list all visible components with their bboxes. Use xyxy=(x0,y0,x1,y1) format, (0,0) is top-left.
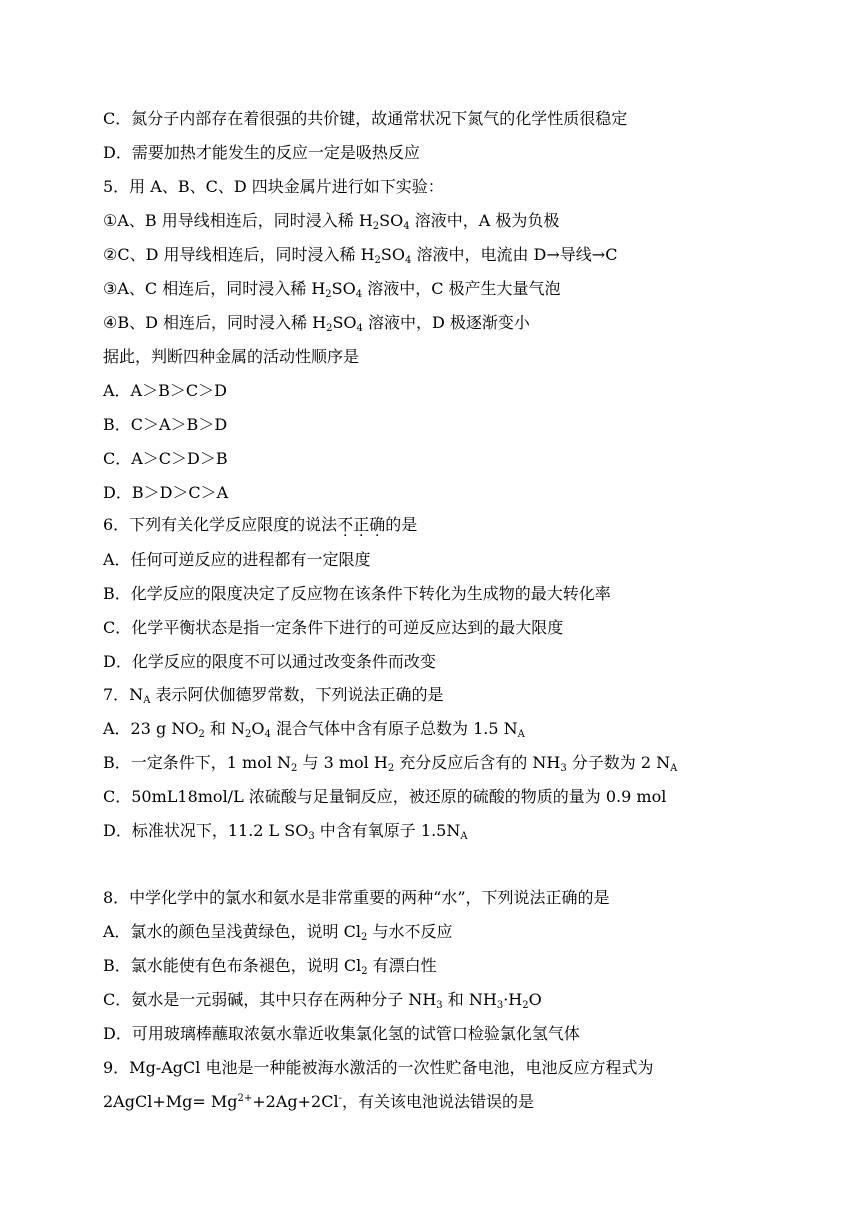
text-run: 和 N xyxy=(204,719,246,738)
text-run: C．氮分子内部存在着很强的共价键，故通常状况下氮气的化学性质很稳定 xyxy=(103,109,628,128)
subscript: 3 xyxy=(436,1000,443,1011)
subscript: A xyxy=(460,831,468,842)
text-run: C．化学平衡状态是指一定条件下进行的可逆反应达到的最大限度 xyxy=(103,618,564,637)
text-run: A．23 g NO xyxy=(103,719,199,738)
question-7-stem xyxy=(103,685,444,705)
q8-option-b xyxy=(103,956,437,976)
text-run: D．化学反应的限度不可以通过改变条件而改变 xyxy=(103,652,436,671)
text-run: D．B＞D＞C＞A xyxy=(103,483,229,502)
text-run: B．化学反应的限度决定了反应物在该条件下转化为生成物的最大转化率 xyxy=(103,584,611,603)
subscript: 3 xyxy=(496,1000,504,1011)
text-run: 9．Mg-AgCl 电池是一种能被海水激活的一次性贮备电池，电池反应方程式为 xyxy=(103,1058,654,1077)
subscript: 4 xyxy=(355,289,363,300)
text-run: D．需要加热才能发生的反应一定是吸热反应 xyxy=(103,143,420,162)
text-run: ①A、B 用导线相连后，同时浸入稀 H xyxy=(103,211,373,230)
text-run: 的是 xyxy=(385,515,418,534)
text-run: A．任何可逆反应的进程都有一定限度 xyxy=(103,550,371,569)
superscript: - xyxy=(338,1093,342,1104)
text-run: 中含有氧原子 1.5N xyxy=(314,821,461,840)
text-run: D．可用玻璃棒蘸取浓氨水靠近收集氯化氢的试管口检验氯化氢气体 xyxy=(103,1024,580,1043)
subscript: 4 xyxy=(403,221,410,232)
text-run: 8．中学化学中的氯水和氨水是非常重要的两种“水”，下列说法正确的是 xyxy=(103,888,610,907)
text-run: SO xyxy=(331,279,356,298)
subscript: 3 xyxy=(308,831,315,842)
q6-option-a xyxy=(103,550,371,570)
text-run: B．一定条件下，1 mol N xyxy=(103,753,292,772)
emphasis-dotted-text xyxy=(337,515,385,534)
option-d-text xyxy=(103,143,420,163)
q7-option-a xyxy=(103,719,525,739)
text-run: 与 3 mol H xyxy=(297,753,388,772)
text-run: B．氯水能使有色布条褪色，说明 Cl xyxy=(103,956,362,975)
subscript: 2 xyxy=(361,966,368,977)
q5-option-a xyxy=(103,381,227,401)
subscript: 4 xyxy=(264,729,271,740)
text-run: C．氨水是一元弱碱，其中只存在两种分子 NH xyxy=(103,990,437,1009)
text-run: 7．N xyxy=(103,685,144,704)
question-9-equation xyxy=(103,1092,534,1112)
experiment-3 xyxy=(103,279,561,299)
emphasis-char: 不 xyxy=(337,515,354,534)
q8-option-c xyxy=(103,990,542,1010)
text-run: 溶液中，C 极产生大量气泡 xyxy=(362,279,561,298)
subscript: 2 xyxy=(325,289,332,300)
text-run: ②C、D 用导线相连后，同时浸入稀 H xyxy=(103,245,375,264)
text-run: 和 NH xyxy=(442,990,497,1009)
text-run: 5．用 A、B、C、D 四块金属片进行如下实验： xyxy=(103,177,444,196)
q5-option-b xyxy=(103,415,227,435)
subscript: A xyxy=(143,695,151,706)
text-run: SO xyxy=(380,245,405,264)
option-c-text xyxy=(103,109,627,129)
text-run: 溶液中，电流由 D→导线→C xyxy=(411,245,618,264)
text-run: 表示阿伏伽德罗常数，下列说法正确的是 xyxy=(150,685,444,704)
superscript: 2+ xyxy=(237,1093,253,1104)
q6-option-c xyxy=(103,618,563,638)
question-6-stem xyxy=(103,515,417,535)
emphasis-char: 确 xyxy=(369,515,386,534)
q7-option-d xyxy=(103,821,468,841)
text-run: A．氯水的颜色呈浅黄绿色，说明 Cl xyxy=(103,922,362,941)
subscript: 2 xyxy=(291,763,298,774)
question-5-prompt xyxy=(103,347,359,367)
subscript: A xyxy=(670,763,678,774)
text-run: O xyxy=(528,990,542,1009)
text-run: 溶液中，A 极为负极 xyxy=(409,211,560,230)
subscript: 2 xyxy=(198,729,205,740)
text-run: ·H xyxy=(503,990,523,1009)
subscript: 2 xyxy=(374,255,381,266)
q5-option-c xyxy=(103,449,228,469)
experiment-1 xyxy=(103,211,559,231)
text-run: ③A、C 相连后，同时浸入稀 H xyxy=(103,279,326,298)
text-run: 混合气体中含有原子总数为 1.5 N xyxy=(270,719,518,738)
q6-option-b xyxy=(103,584,611,604)
text-run: D．标准状况下，11.2 L SO xyxy=(103,821,309,840)
text-run: A．A＞B＞C＞D xyxy=(103,381,227,400)
q7-option-b xyxy=(103,753,677,773)
subscript: 2 xyxy=(387,763,395,774)
subscript: 2 xyxy=(372,221,380,232)
emphasis-char: 正 xyxy=(353,515,370,534)
subscript: 2 xyxy=(361,932,368,943)
subscript: 4 xyxy=(356,323,363,334)
subscript: 3 xyxy=(560,763,567,774)
subscript: 4 xyxy=(405,255,412,266)
subscript: 2 xyxy=(326,323,333,334)
text-run: 有漂白性 xyxy=(367,956,437,975)
text-run: SO xyxy=(332,313,357,332)
text-run: B．C＞A＞B＞D xyxy=(103,415,228,434)
subscript: 2 xyxy=(522,1000,529,1011)
text-run: 6．下列有关化学反应限度的说法 xyxy=(103,515,338,534)
text-run: C．A＞C＞D＞B xyxy=(103,449,228,468)
q5-option-d xyxy=(103,483,228,503)
text-run: 分子数为 2 N xyxy=(566,753,671,772)
subscript: 2 xyxy=(245,729,252,740)
text-run: O xyxy=(251,719,265,738)
q8-option-a xyxy=(103,922,452,942)
text-run: SO xyxy=(379,211,404,230)
q8-option-d xyxy=(103,1024,580,1044)
question-9-stem xyxy=(103,1058,653,1078)
text-run: C．50mL18mol/L 浓硫酸与足量铜反应，被还原的硫酸的物质的量为 0.9 mol xyxy=(103,787,667,806)
subscript: A xyxy=(517,729,525,740)
experiment-4 xyxy=(103,313,530,333)
q6-option-d xyxy=(103,652,436,672)
text-run: +2Ag+2Cl xyxy=(252,1092,339,1111)
text-run: ④B、D 相连后，同时浸入稀 H xyxy=(103,313,327,332)
q7-option-c xyxy=(103,787,666,807)
text-run: 与水不反应 xyxy=(367,922,453,941)
question-5-stem xyxy=(103,177,444,197)
text-run: 2AgCl+Mg= Mg xyxy=(103,1092,238,1111)
text-run: ，有关该电池说法错误的是 xyxy=(341,1092,534,1111)
experiment-2 xyxy=(103,245,617,265)
text-run: 据此，判断四种金属的活动性顺序是 xyxy=(103,347,360,366)
text-run: 溶液中，D 极逐渐变小 xyxy=(362,313,530,332)
question-8-stem xyxy=(103,888,610,908)
text-run: 充分反应后含有的 NH xyxy=(394,753,561,772)
